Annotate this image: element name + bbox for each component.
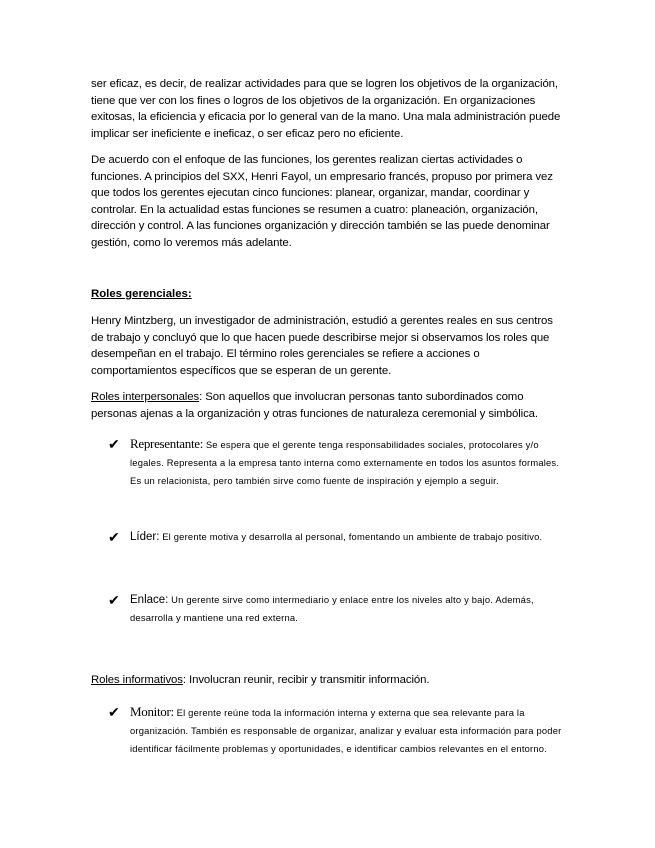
paragraph-funciones: De acuerdo con el enfoque de las funciones, los gerentes realizan ciertas actividades o funciones. A principios del SXX, Henri Fayol, un empresario francés, propuso por primera vez que todos los gerentes ejecutan cinco funciones: planear, organizar, mandar, coordinar y controlar. En la actualidad estas funciones se resumen a cuatro: planeación, organización, dirección y control. A las funciones organización y dirección también se las puede denominar gestión, como lo veremos más adelante. — [91, 154, 553, 249]
paragraph-eficacia: ser eficaz, es decir, de realizar actividades para que se logren los objetivos de la organización, tiene que ver con los fines o logros de los objetivos de la organización. En organizaciones exitosas, la eficiencia y eficacia por lo general van de la mano. Una mala administración puede implicar ser ineficiente e ineficaz, o ser eficaz pero no eficiente. — [91, 78, 561, 140]
role-monitor-text: El gerente reúne toda la información interna y externa que sea relevante para la organización. También es responsable de organizar, analizar y evaluar esta información para poder identificar fácilmente problemas y oportunidades, e identificar cambios relevantes en el entorno. — [130, 707, 562, 754]
paragraph-roles-informativos — [91, 672, 566, 689]
role-lider-name: Líder: — [130, 531, 160, 543]
heading-roles-gerenciales: Roles gerenciales: — [91, 288, 192, 300]
role-enlace-name: Enlace: — [130, 594, 169, 606]
checkmark-icon: ✔ — [108, 529, 120, 545]
checkmark-icon: ✔ — [108, 592, 120, 608]
roles-informativos-label: Roles informativos — [91, 674, 183, 686]
roles-informativos-text: : Involucran reunir, recibir y transmitir información. — [182, 674, 430, 686]
checkmark-icon: ✔ — [108, 436, 120, 452]
role-representante-text: Se espera que el gerente tenga responsabilidades sociales, protocolares y/o legales. Representa a la empresa tanto interna como externamente en todos los asuntos formales. Es un relacionista, pero también sirve como fuente de inspiración y ejemplo a seguir. — [130, 439, 560, 486]
role-lider-text: El gerente motiva y desarrolla al personal, fomentando un ambiente de trabajo positivo. — [159, 531, 543, 542]
role-representante-body — [130, 435, 570, 490]
roles-interpersonales-label: Roles interpersonales — [91, 391, 200, 403]
role-monitor-name: Monitor: — [130, 704, 174, 719]
paragraph-roles-interpersonales — [91, 389, 566, 422]
role-representante-name: Representante: — [130, 436, 204, 451]
paragraph-mintzberg: Henry Mintzberg, un investigador de administración, estudió a gerentes reales en sus centros de trabajo y concluyó que lo que hacen puede describirse mejor si observamos los roles que desempeñan en el trabajo. El término roles gerenciales se refiere a acciones o comportamientos específicos que se esperan de un gerente. — [91, 315, 553, 377]
role-monitor-body — [130, 703, 570, 758]
roles-interpersonales-text: : Son aquellos que involucran personas tanto subordinados como personas ajenas a la organización y otras funciones de naturaleza ceremonial y simbólica. — [91, 391, 538, 420]
role-enlace-text: Un gerente sirve como intermediario y enlace entre los niveles alto y bajo. Además, desarrolla y mantiene una red externa. — [130, 594, 534, 623]
role-enlace-body — [130, 591, 570, 627]
role-lider-body — [130, 528, 570, 546]
checkmark-icon: ✔ — [108, 704, 120, 720]
